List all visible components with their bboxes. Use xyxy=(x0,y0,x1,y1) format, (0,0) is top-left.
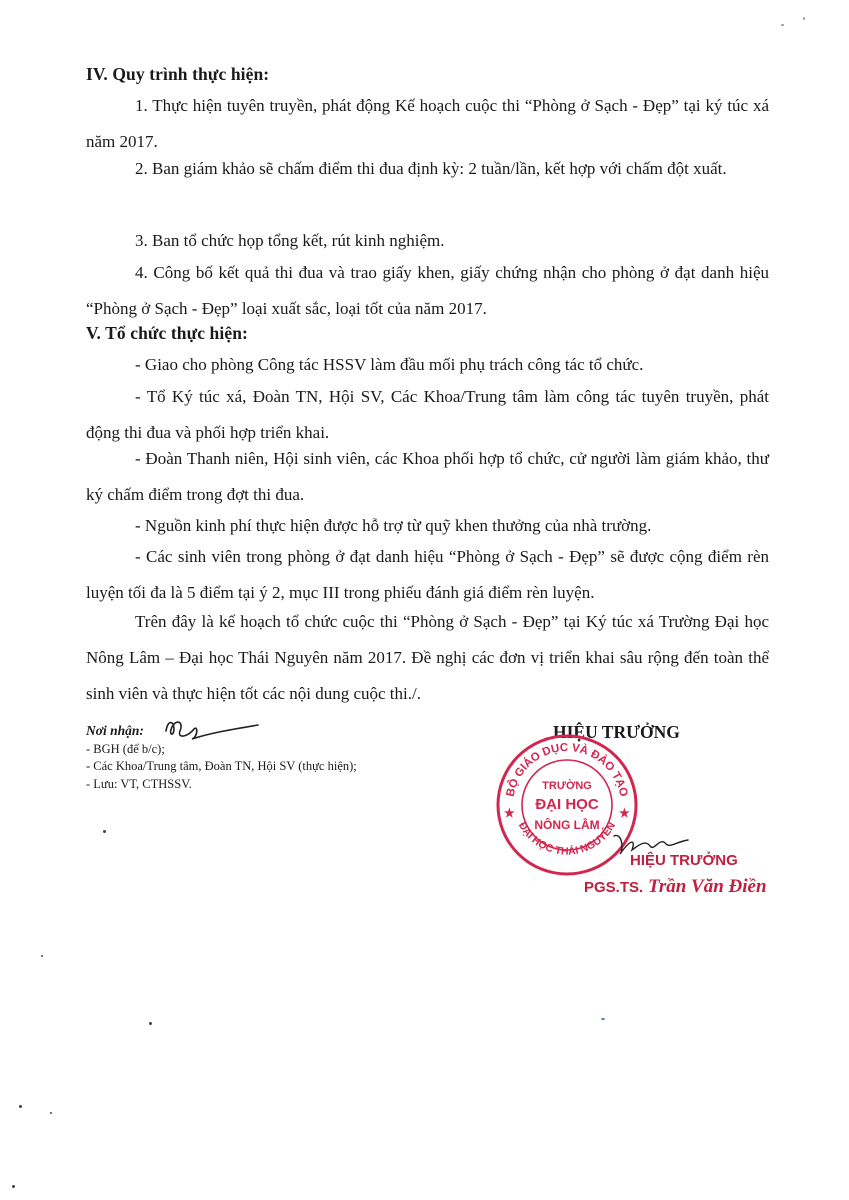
section-iv-item-4: 4. Công bố kết quả thi đua và trao giấy khen, giấy chứng nhận cho phòng ở đạt danh hiệu “Phòng ở Sạch - Đẹp” loại xuất sắc, loại tốt của năm 2017. xyxy=(86,263,769,318)
scan-speck xyxy=(41,955,43,957)
stamp-signer-name xyxy=(584,876,767,898)
recipients-block xyxy=(86,722,357,793)
section-iv-heading: IV. Quy trình thực hiện: xyxy=(86,64,270,84)
section-v-item-1: - Giao cho phòng Công tác HSSV làm đầu mối phụ trách công tác tổ chức. xyxy=(135,355,644,374)
section-iv-item-1: 1. Thực hiện tuyên truyền, phát động Kế hoạch cuộc thi “Phòng ở Sạch - Đẹp” tại ký túc xá năm 2017. xyxy=(86,96,769,151)
section-v-item-5: - Các sinh viên trong phòng ở đạt danh hiệu “Phòng ở Sạch - Đẹp” sẽ được cộng điểm rèn luyện tối đa là 5 điểm tại ý 2, mục III trong phiếu đánh giá điểm rèn luyện. xyxy=(86,547,769,602)
recipient-line: - Các Khoa/Trung tâm, Đoàn TN, Hội SV (thực hiện); xyxy=(86,759,357,773)
signature-title: HIỆU TRƯỞNG xyxy=(553,722,680,742)
section-iv-item-2: 2. Ban giám khảo sẽ chấm điểm thi đua định kỳ: 2 tuần/lần, kết hợp với chấm đột xuất. xyxy=(135,159,727,178)
scan-speck xyxy=(50,1112,52,1114)
recipient-line: - BGH (để b/c); xyxy=(86,741,165,756)
scan-speck xyxy=(149,1022,152,1025)
scan-speck xyxy=(103,830,106,833)
star-icon: ★ xyxy=(504,806,515,820)
stamp-signer-fullname: Trần Văn Điền xyxy=(647,876,767,897)
scan-speck xyxy=(803,17,805,20)
scan-speck xyxy=(601,1018,605,1020)
section-iv-item-3: 3. Ban tổ chức họp tổng kết, rút kinh nghiệm. xyxy=(135,231,445,250)
stamp-line-1: TRƯỜNG xyxy=(542,780,592,792)
stamp-signer-prefix: PGS.TS. xyxy=(584,879,644,896)
scan-speck xyxy=(12,1185,15,1188)
initials-signature-icon xyxy=(164,717,259,743)
section-v-item-2: - Tổ Ký túc xá, Đoàn TN, Hội SV, Các Khoa/Trung tâm làm công tác tuyên truyền, phát động thi đua và phối hợp triển khai. xyxy=(86,387,769,442)
stamp-bottom-text: ĐẠI HỌC THÁI NGUYÊN xyxy=(515,820,619,858)
closing-paragraph: Trên đây là kế hoạch tổ chức cuộc thi “Phòng ở Sạch - Đẹp” tại Ký túc xá Trường Đại học Nông Lâm – Đại học Thái Nguyên năm 2017. Đề nghị các đơn vị triển khai sâu rộng đến toàn thể sinh viên và thực hiện tốt các nội dung cuộc thi./. xyxy=(86,612,769,703)
scan-speck xyxy=(19,1105,22,1108)
scan-speck xyxy=(781,24,784,26)
section-v-item-3: - Đoàn Thanh niên, Hội sinh viên, các Khoa phối hợp tổ chức, cử người làm giám khảo, thư ký chấm điểm trong đợt thi đua. xyxy=(86,449,769,504)
section-v-item-4: - Nguồn kinh phí thực hiện được hỗ trợ từ quỹ khen thưởng của nhà trường. xyxy=(135,516,652,535)
stamp-line-3: NÔNG LÂM xyxy=(534,818,600,832)
stamp-ring-text: BỘ GIÁO DỤC VÀ ĐÀO TẠO xyxy=(504,741,630,798)
star-icon: ★ xyxy=(619,806,630,820)
stamp-position-title: HIỆU TRƯỞNG xyxy=(630,852,738,869)
recipient-line: - Lưu: VT, CTHSSV. xyxy=(86,776,192,791)
stamp-line-2: ĐẠI HỌC xyxy=(535,796,599,813)
section-v-heading: V. Tổ chức thực hiện: xyxy=(86,323,248,343)
recipients-title: Nơi nhận: xyxy=(86,723,144,738)
